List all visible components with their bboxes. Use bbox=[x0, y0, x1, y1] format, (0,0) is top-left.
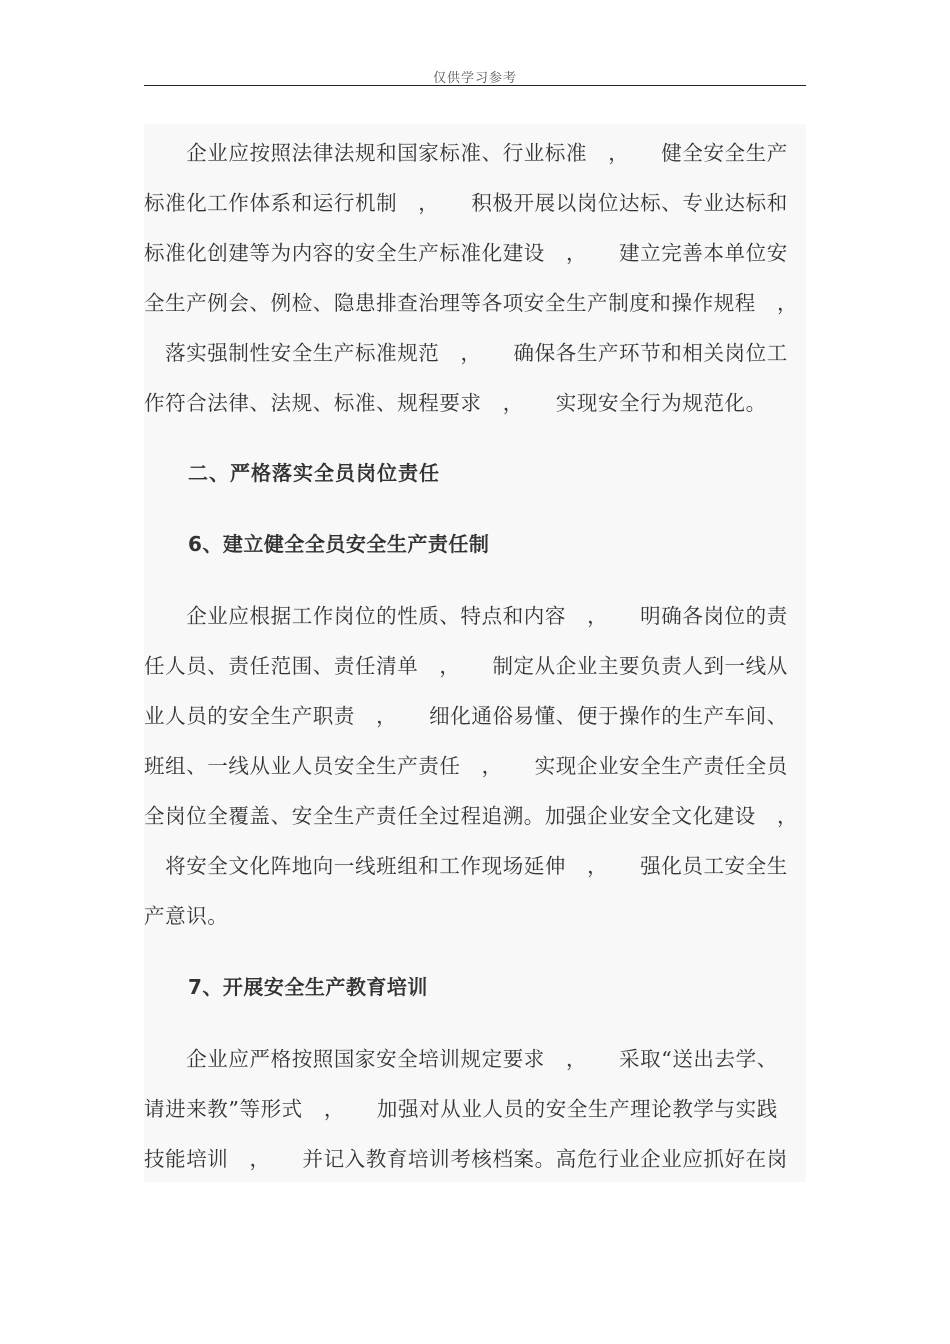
paragraph-line: 请进来教”等形式 ， 加强对从业人员的安全生产理论教学与实践 bbox=[144, 1097, 778, 1121]
paragraph-line: 将安全文化阵地向一线班组和工作现场延伸 ， 强化员工安全生 bbox=[144, 854, 788, 878]
item-heading: 6、建立健全全员安全生产责任制 bbox=[188, 532, 490, 556]
paragraph-line: 企业应按照法律法规和国家标准、行业标准 ， 健全安全生产 bbox=[144, 141, 788, 165]
item-heading: 7、开展安全生产教育培训 bbox=[188, 975, 428, 999]
page-header: 仅供学习参考 bbox=[432, 71, 517, 86]
paragraph-line: 产意识。 bbox=[144, 904, 229, 928]
paragraph-line: 标准化创建等为内容的安全生产标准化建设 ， 建立完善本单位安 bbox=[144, 241, 788, 265]
paragraph-line: 全岗位全覆盖、安全生产责任全过程追溯。加强企业安全文化建设 ， bbox=[144, 804, 799, 828]
paragraph-line: 企业应根据工作岗位的性质、特点和内容 ， 明确各岗位的责 bbox=[144, 604, 788, 628]
section-heading: 二、严格落实全员岗位责任 bbox=[188, 461, 440, 485]
paragraph-line: 任人员、责任范围、责任清单 ， 制定从企业主要负责人到一线从 bbox=[144, 654, 788, 678]
paragraph-line: 技能培训 ， 并记入教育培训考核档案。高危行业企业应抓好在岗 bbox=[144, 1147, 788, 1171]
paragraph-line: 落实强制性安全生产标准规范 ， 确保各生产环节和相关岗位工 bbox=[144, 341, 788, 365]
paragraph-line: 作符合法律、法规、标准、规程要求 ， 实现安全行为规范化。 bbox=[144, 391, 767, 415]
header-rule bbox=[144, 85, 806, 86]
paragraph-line: 班组、一线从业人员安全生产责任 ， 实现企业安全生产责任全员 bbox=[144, 754, 788, 778]
paragraph-line: 企业应严格按照国家安全培训规定要求 ， 采取“送出去学、 bbox=[144, 1047, 778, 1071]
paragraph-line: 全生产例会、例检、隐患排查治理等各项安全生产制度和操作规程 ， bbox=[144, 291, 799, 315]
paragraph-line: 标准化工作体系和运行机制 ， 积极开展以岗位达标、专业达标和 bbox=[144, 191, 788, 215]
document-body bbox=[144, 124, 806, 1182]
paragraph-line: 业人员的安全生产职责 ， 细化通俗易懂、便于操作的生产车间、 bbox=[144, 704, 788, 728]
